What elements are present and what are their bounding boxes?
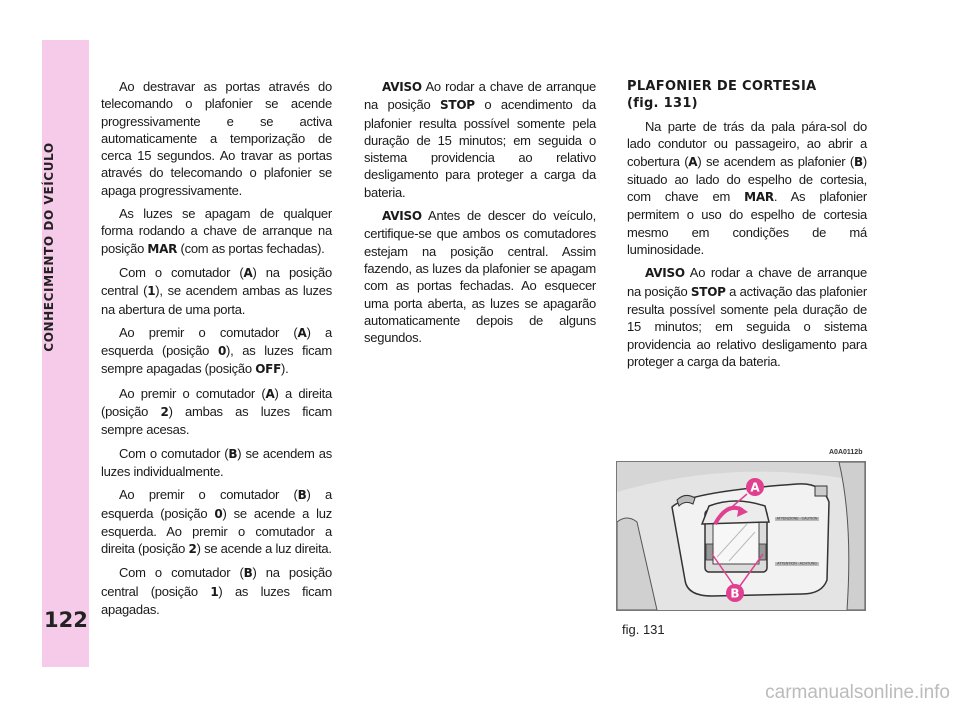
column-3 (627, 78, 867, 376)
section-title: CONHECIMENTO DO VEÍCULO (42, 142, 56, 352)
callout-b-label: B (730, 586, 740, 601)
figure-caption: fig. 131 (622, 622, 665, 637)
warning-label: AVISO (382, 80, 422, 94)
mirror-text-2: ATTENTION · ACHTUNG (777, 561, 817, 566)
column-2 (364, 78, 596, 352)
figure-code: A0A0112b (829, 449, 863, 456)
paragraph: Com o comutador (B) se acendem as luzes individualmente. (101, 445, 332, 479)
warning-label: AVISO (645, 266, 685, 281)
paragraph: Na parte de trás da pala pára-sol do lado condutor ou passageiro, ao abrir a cobertura (A) se acendem as plafonier (B) situado ao lado do espelho de cortesia, com chave em MAR. As plafonier permitem o uso do espelho de cortesia mesmo em condições de má luminosidade. (627, 119, 867, 258)
warning-paragraph: AVISO Ao rodar a chave de arranque na posição STOP a activação das plafonier resulta possível somente pela duração de 15 minutos; em seguida o sistema providencia ao relativo desligamento para proteger a carga da bateria. (627, 265, 867, 369)
paragraph: Com o comutador (B) na posição central (posição 1) as luzes ficam apagadas. (101, 565, 332, 618)
page-number: 122 (44, 608, 88, 632)
paragraph: Ao premir o comutador (A) a esquerda (posição 0), as luzes ficam sempre apagadas (posição OFF). (101, 324, 333, 377)
paragraph: Ao premir o comutador (B) a esquerda (posição 0) se acende a luz esquerda. Ao premir o comutador a direita (posição 2) se acende a luz direita. (101, 487, 333, 557)
warning-paragraph: AVISO Antes de descer do veículo, certifique-se que ambos os comutadores estejam na posição central. Assim fazendo, as luzes da plafonier se apagam com as portas fechadas. Ao esquecer uma porta aberta, as luzes se apagarão automaticamente depois de alguns segundos. (364, 208, 596, 346)
figure-131 (616, 461, 866, 611)
sun-visor-illustration (617, 462, 865, 610)
paragraph: Ao premir o comutador (A) a direita (posição 2) ambas as luzes ficam sempre acesas. (101, 385, 333, 438)
section-heading: PLAFONIER DE CORTESIA (fig. 131) (627, 79, 817, 111)
mirror-text-1: ATTENZIONE · CAUTION (776, 516, 818, 521)
callout-a-label: A (750, 480, 760, 495)
paragraph: Ao destravar as portas através do telecomando o plafonier se acende progressivamente e se activa automaticamente a temporização de cerca 15 segundos. Ao travar as portas através do telecomando o plafonier se apaga progressivamente. (101, 79, 332, 198)
warning-label: AVISO (382, 209, 422, 224)
watermark: carmanualsonline.info (765, 682, 950, 703)
paragraph: As luzes se apagam de qualquer forma rodando a chave de arranque na posição MAR (com as portas fechadas). (101, 206, 332, 256)
paragraph: Com o comutador (A) na posição central (1), se acendem ambas as luzes na abertura de uma porta. (101, 264, 332, 317)
warning-paragraph: AVISO Ao rodar a chave de arranque na posição STOP o acendimento da plafonier resulta possível somente pela duração de 15 minutos; em seguida o sistema providencia ao relativo desligamento para proteger a carga da bateria. (364, 79, 596, 200)
column-1 (101, 78, 332, 624)
